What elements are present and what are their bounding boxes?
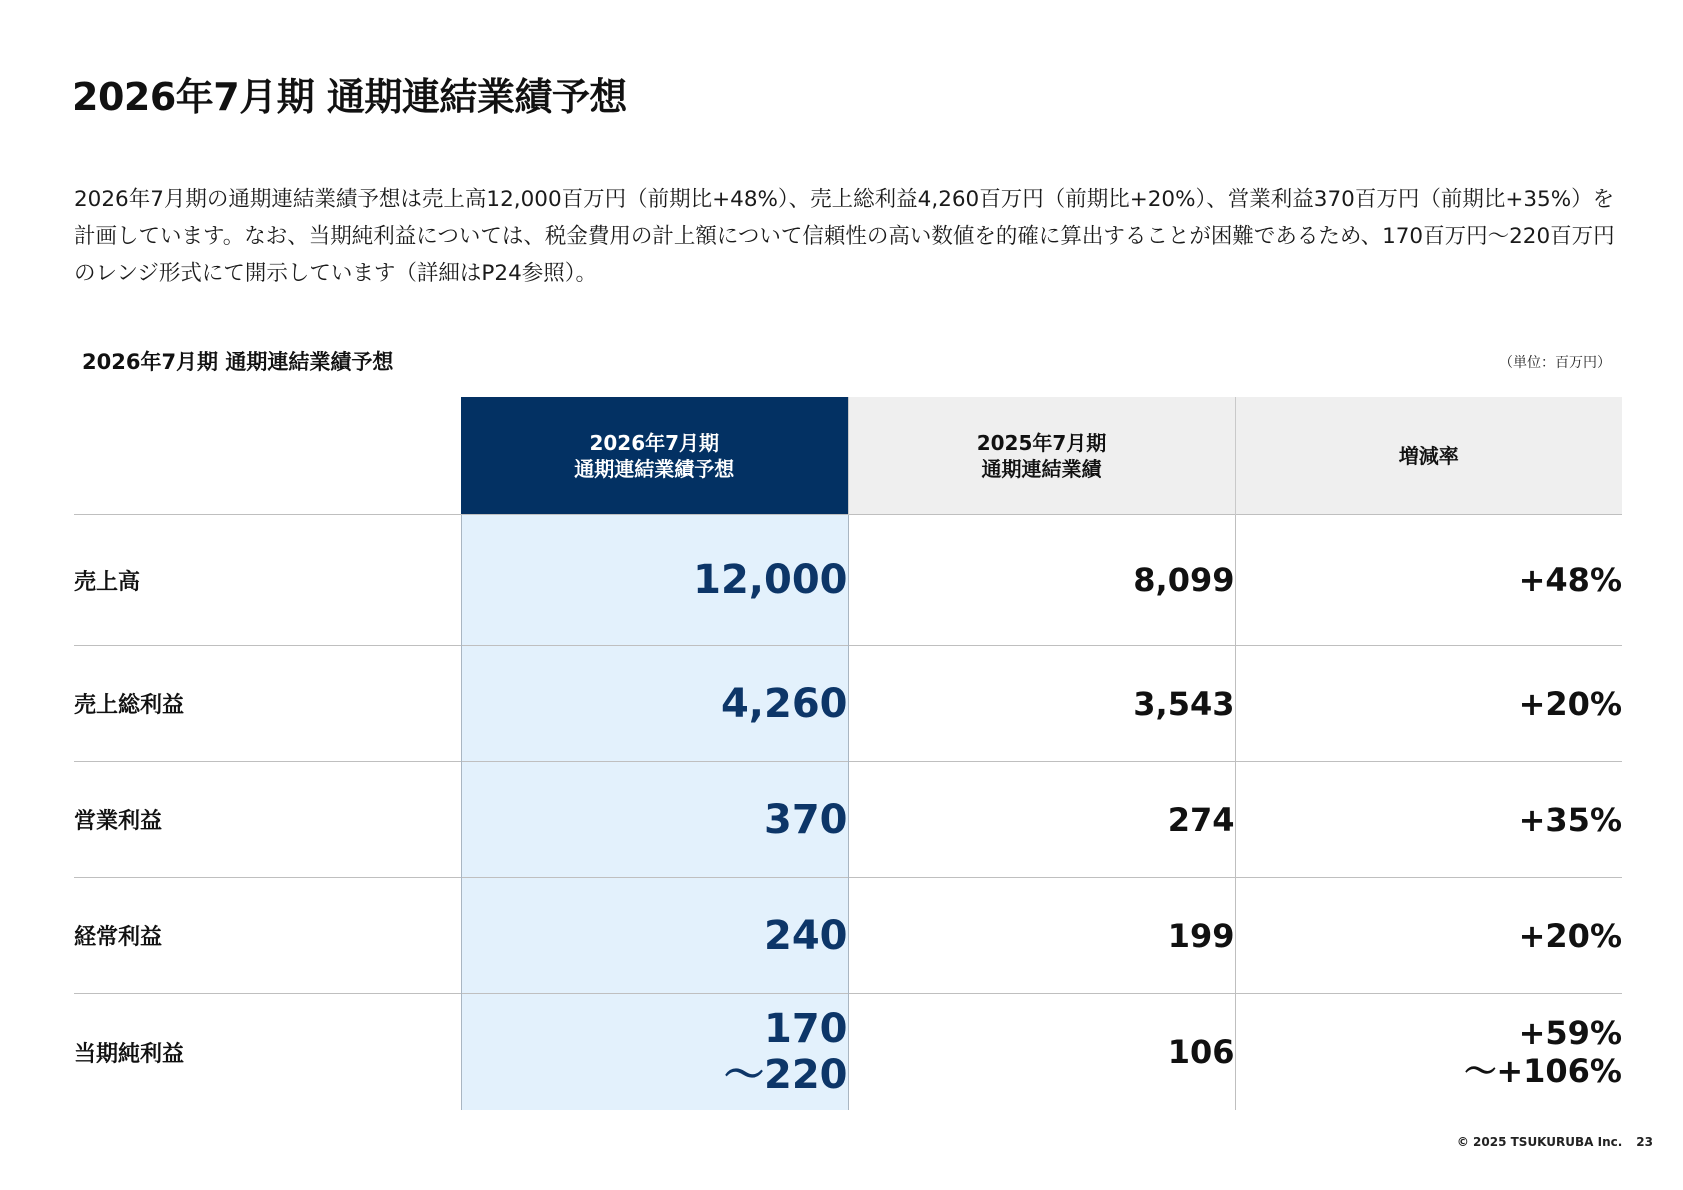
rate-value-line: 〜+106%: [1464, 1052, 1622, 1090]
actual-value: 106: [848, 994, 1235, 1111]
header-forecast-line: 2026年7月期: [589, 430, 720, 455]
unit-label: （単位：百万円）: [1499, 355, 1611, 371]
forecast-value: [461, 878, 848, 994]
rate-value-line: +20%: [1518, 684, 1622, 723]
table-row: [74, 762, 1622, 878]
forecast-value-line: 370: [764, 796, 848, 843]
actual-value: 8,099: [848, 515, 1235, 646]
header-blank: [74, 397, 461, 515]
header-actual-line: 2025年7月期: [976, 430, 1107, 455]
page-title: 2026年7月期 通期連結業績予想: [72, 75, 627, 119]
row-label: 売上総利益: [74, 646, 461, 762]
forecast-value-line: 12,000: [693, 557, 848, 603]
forecast-value-line: 〜220: [724, 1052, 848, 1098]
forecast-table: [74, 397, 1622, 1110]
actual-value: 199: [848, 878, 1235, 994]
row-label: 営業利益: [74, 762, 461, 878]
table-header-row: [74, 397, 1622, 515]
actual-value: 3,543: [848, 646, 1235, 762]
forecast-value: [461, 515, 848, 646]
rate-value-line: +48%: [1518, 561, 1622, 599]
header-actual-line: 通期連結業績: [981, 456, 1102, 481]
row-label: 当期純利益: [74, 994, 461, 1111]
actual-value: 274: [848, 762, 1235, 878]
forecast-value-line: 240: [764, 912, 848, 959]
table-row: [74, 994, 1622, 1111]
table-row: [74, 646, 1622, 762]
rate-value-line: +59%: [1518, 1014, 1622, 1052]
copyright-text: © 2025 TSUKURUBA Inc.: [1456, 1135, 1623, 1149]
table-row: [74, 878, 1622, 994]
rate-value-line: +35%: [1518, 800, 1622, 839]
rate-value: [1235, 878, 1622, 994]
forecast-value: [461, 762, 848, 878]
rate-value: [1235, 994, 1622, 1111]
page-number: 23: [1636, 1135, 1653, 1149]
header-forecast-line: 通期連結業績予想: [574, 456, 735, 481]
forecast-value-line: 170: [764, 1006, 848, 1052]
table-row: [74, 515, 1622, 646]
table-title: 2026年7月期 通期連結業績予想: [82, 350, 394, 374]
forecast-value: [461, 994, 848, 1111]
description-paragraph: 2026年7月期の通期連結業績予想は売上高12,000百万円（前期比+48%）、売上総利益4,260百万円（前期比+20%）、営業利益370百万円（前期比+35%）を計画しています。なお、当期純利益については、税金費用の計上額について信頼性の高い数値を的確に算出することが困難であるため、170百万円〜220百万円のレンジ形式にて開示しています（詳細はP24参照）。: [74, 187, 1615, 286]
forecast-value-line: 4,260: [720, 680, 848, 727]
rate-value: [1235, 762, 1622, 878]
footer: [1457, 1135, 1653, 1149]
rate-value-line: +20%: [1518, 916, 1622, 955]
rate-value: [1235, 646, 1622, 762]
header-rate: 増減率: [1235, 397, 1622, 515]
header-actual: [848, 397, 1235, 515]
row-label: 経常利益: [74, 878, 461, 994]
forecast-value: [461, 646, 848, 762]
rate-value: [1235, 515, 1622, 646]
row-label: 売上高: [74, 515, 461, 646]
header-forecast: [461, 397, 848, 515]
